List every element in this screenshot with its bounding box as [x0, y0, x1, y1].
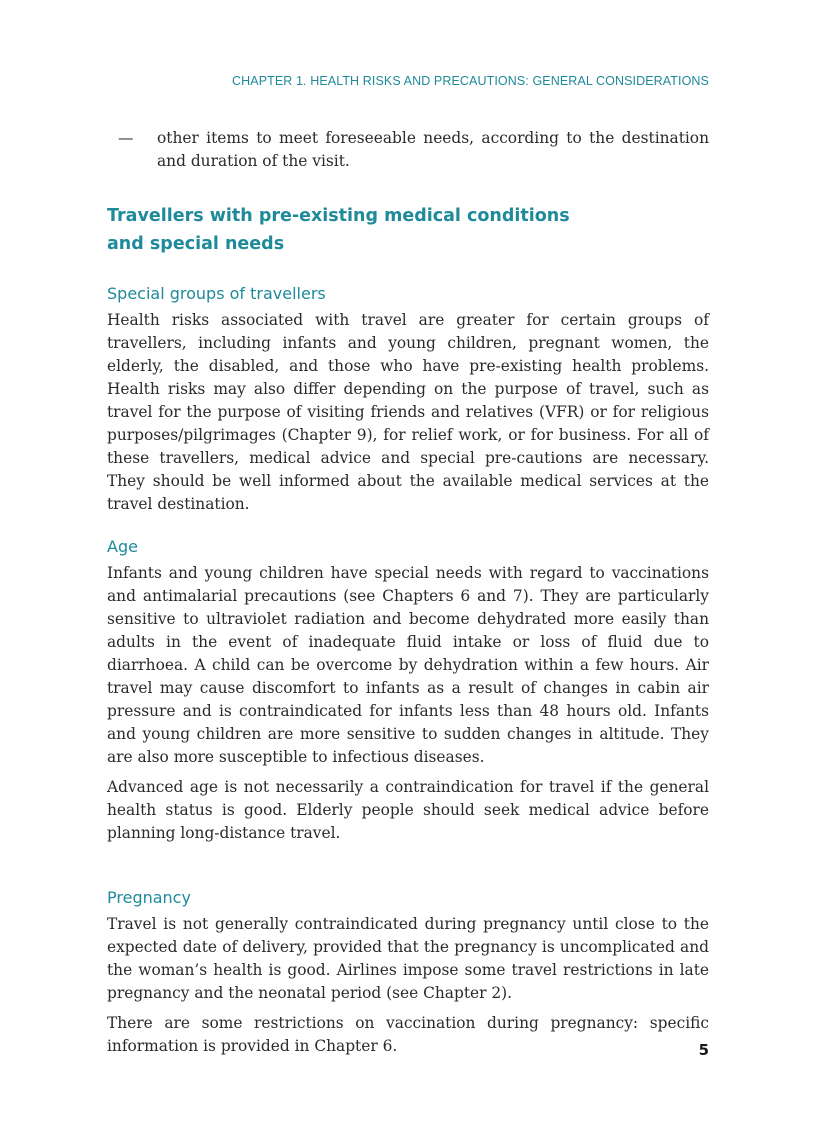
bullet-dash: — [118, 129, 134, 147]
bullet-text: other items to meet foreseeable needs, according to the destination and duration of the visit. [157, 129, 709, 170]
age-paragraph-2: Advanced age is not necessarily a contraindication for travel if the general health status is good. Elderly people should seek medical advice before planning long-distance travel. [107, 778, 709, 842]
page-number: 5 [698, 1041, 709, 1059]
section-title-line-1: Travellers with pre-existing medical conditions [107, 206, 570, 226]
list-item [107, 127, 709, 173]
running-head: CHAPTER 1. HEALTH RISKS AND PRECAUTIONS: GENERAL CONSIDERATIONS [232, 74, 709, 88]
special-groups-heading: Special groups of travellers [107, 284, 326, 303]
pregnancy-paragraph-1: Travel is not generally contraindicated during pregnancy until close to the expected date of delivery, provided that the pregnancy is uncomplicated and the woman’s health is good. Airlines impose some travel restrictions in late pregnancy and the neonatal period (see Chapter 2). [107, 915, 709, 1002]
pregnancy-heading: Pregnancy [107, 888, 191, 907]
special-groups-paragraph: Health risks associated with travel are greater for certain groups of travellers, including infants and young children, pregnant women, the elderly, the disabled, and those who have pre-existing health problems. Health risks may also differ depending on the purpose of travel, such as travel for the purpose of visiting friends and relatives (VFR) or for religious purposes/pilgrimages (Chapter 9), for relief work, or for business. For all of these travellers, medical advice and special pre-cautions are necessary. They should be well informed about the available medical services at the travel destination. [107, 311, 709, 513]
age-heading: Age [107, 537, 138, 556]
age-paragraph-1: Infants and young children have special needs with regard to vaccinations and antimalarial precautions (see Chapters 6 and 7). They are particularly sensitive to ultraviolet radiation and become dehydrated more easily than adults in the event of inadequate fluid intake or loss of fluid due to diarrhoea. A child can be overcome by dehydration within a few hours. Air travel may cause discomfort to infants as a result of changes in cabin air pressure and is contraindicated for infants less than 48 hours old. Infants and young children are more sensitive to sudden changes in altitude. They are also more susceptible to infectious diseases. [107, 564, 709, 766]
section-title [107, 202, 709, 258]
section-title-line-2: and special needs [107, 234, 285, 254]
page-content [107, 127, 709, 1058]
pregnancy-paragraph-2: There are some restrictions on vaccination during pregnancy: specific information is provided in Chapter 6. [107, 1014, 709, 1055]
